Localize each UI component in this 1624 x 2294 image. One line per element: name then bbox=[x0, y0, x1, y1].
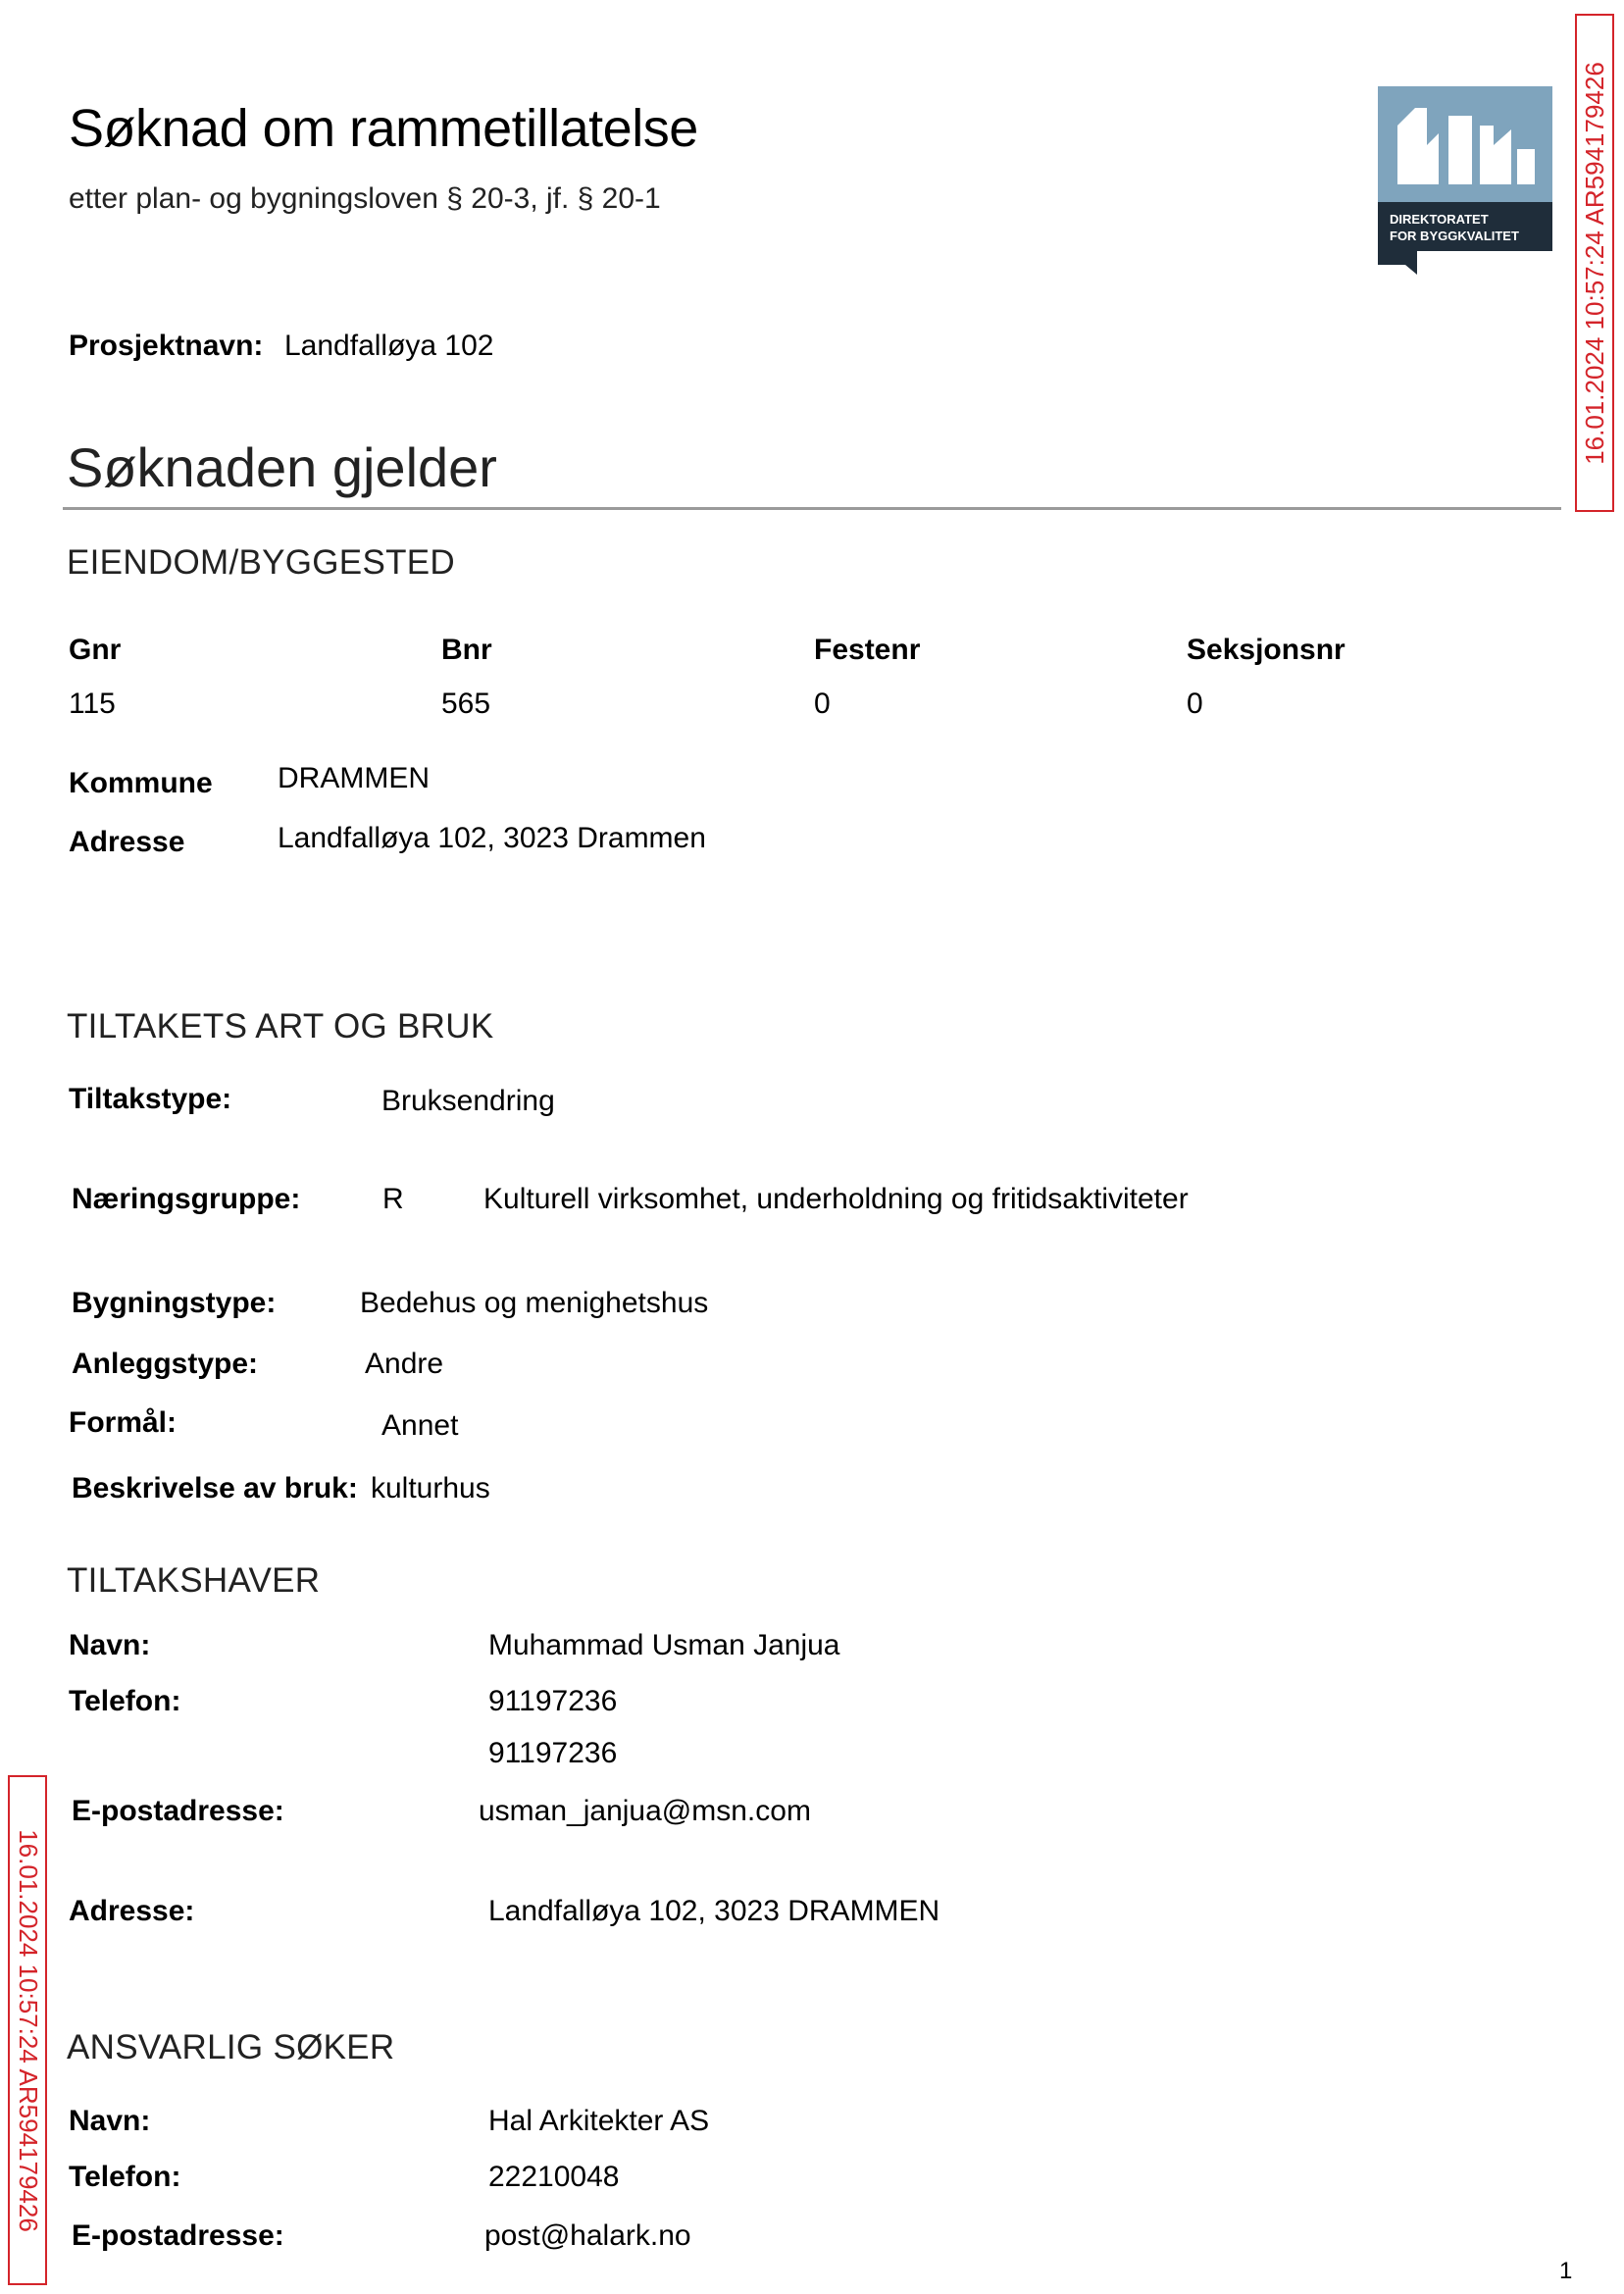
adresse-value: Landfalløya 102, 3023 Drammen bbox=[278, 822, 706, 854]
tiltakshaver-adresse-label: Adresse: bbox=[69, 1895, 195, 1927]
anleggstype-label: Anleggstype: bbox=[72, 1348, 259, 1380]
anleggstype-value: Andre bbox=[365, 1348, 444, 1380]
eiendom-heading: EIENDOM/BYGGESTED bbox=[67, 543, 455, 582]
ansvarlig-soker-heading: ANSVARLIG SØKER bbox=[67, 2028, 395, 2066]
kommune-label: Kommune bbox=[69, 767, 213, 799]
project-label: Prosjektnavn: bbox=[69, 330, 264, 362]
beskrivelse-label: Beskrivelse av bruk: bbox=[72, 1472, 358, 1504]
beskrivelse-value: kulturhus bbox=[371, 1472, 490, 1504]
stamp-right bbox=[1575, 14, 1614, 512]
soker-epost-value: post@halark.no bbox=[484, 2219, 691, 2252]
kommune-value: DRAMMEN bbox=[278, 762, 430, 794]
tiltakstype-label: Tiltakstype: bbox=[69, 1083, 232, 1115]
document-title: Søknad om rammetillatelse bbox=[69, 99, 698, 158]
soker-navn-value: Hal Arkitekter AS bbox=[488, 2105, 710, 2137]
soker-epost-label: E-postadresse: bbox=[72, 2219, 284, 2252]
stamp-left-text: 16.01.2024 10:57:24 AR594179426 bbox=[13, 1828, 43, 2232]
stamp-right-text: 16.01.2024 10:57:24 AR594179426 bbox=[1579, 61, 1609, 465]
soker-telefon-value: 22210048 bbox=[488, 2161, 620, 2193]
bygningstype-value: Bedehus og menighetshus bbox=[360, 1287, 709, 1319]
tiltakshaver-heading: TILTAKSHAVER bbox=[67, 1561, 321, 1600]
seksjonsnr-label: Seksjonsnr bbox=[1187, 634, 1345, 666]
festenr-label: Festenr bbox=[814, 634, 921, 666]
tiltak-heading: TILTAKETS ART OG BRUK bbox=[67, 1007, 494, 1045]
naeringsgruppe-value: Kulturell virksomhet, underholdning og fritidsaktiviteter bbox=[483, 1183, 1189, 1215]
stamp-left bbox=[8, 1775, 47, 2285]
project-value: Landfalløya 102 bbox=[284, 330, 494, 362]
logo-text-line2: FOR BYGGKVALITET bbox=[1390, 229, 1519, 243]
tiltakshaver-epost-label: E-postadresse: bbox=[72, 1795, 284, 1827]
document-subtitle: etter plan- og bygningsloven § 20-3, jf. § 20-1 bbox=[69, 182, 661, 215]
tiltakshaver-adresse-value: Landfalløya 102, 3023 DRAMMEN bbox=[488, 1895, 940, 1927]
section-divider bbox=[63, 507, 1561, 510]
gnr-label: Gnr bbox=[69, 634, 122, 666]
formal-label: Formål: bbox=[69, 1406, 178, 1439]
seksjonsnr-value: 0 bbox=[1187, 688, 1203, 720]
logo-text-line1: DIREKTORATET bbox=[1390, 212, 1489, 227]
page-number: 1 bbox=[1559, 2258, 1573, 2284]
tiltakshaver-telefon-label: Telefon: bbox=[69, 1685, 181, 1717]
tiltakshaver-navn-label: Navn: bbox=[69, 1629, 151, 1661]
naeringsgruppe-code: R bbox=[382, 1183, 404, 1215]
soker-telefon-label: Telefon: bbox=[69, 2161, 181, 2193]
naeringsgruppe-label: Næringsgruppe: bbox=[72, 1183, 301, 1215]
dibk-logo-icon bbox=[1378, 86, 1552, 278]
tiltakshaver-navn-value: Muhammad Usman Janjua bbox=[488, 1629, 840, 1661]
section-title: Søknaden gjelder bbox=[67, 436, 497, 498]
tiltakshaver-telefon-value-2: 91197236 bbox=[488, 1737, 618, 1769]
festenr-value: 0 bbox=[814, 688, 831, 720]
tiltakshaver-epost-value: usman_janjua@msn.com bbox=[479, 1795, 811, 1827]
tiltakshaver-telefon-value: 91197236 bbox=[488, 1685, 618, 1717]
tiltakstype-value: Bruksendring bbox=[381, 1085, 555, 1117]
bnr-value: 565 bbox=[441, 688, 491, 720]
gnr-value: 115 bbox=[69, 688, 116, 720]
adresse-label: Adresse bbox=[69, 826, 185, 858]
bygningstype-label: Bygningstype: bbox=[72, 1287, 277, 1319]
bnr-label: Bnr bbox=[441, 634, 492, 666]
soker-navn-label: Navn: bbox=[69, 2105, 151, 2137]
formal-value: Annet bbox=[381, 1409, 459, 1442]
